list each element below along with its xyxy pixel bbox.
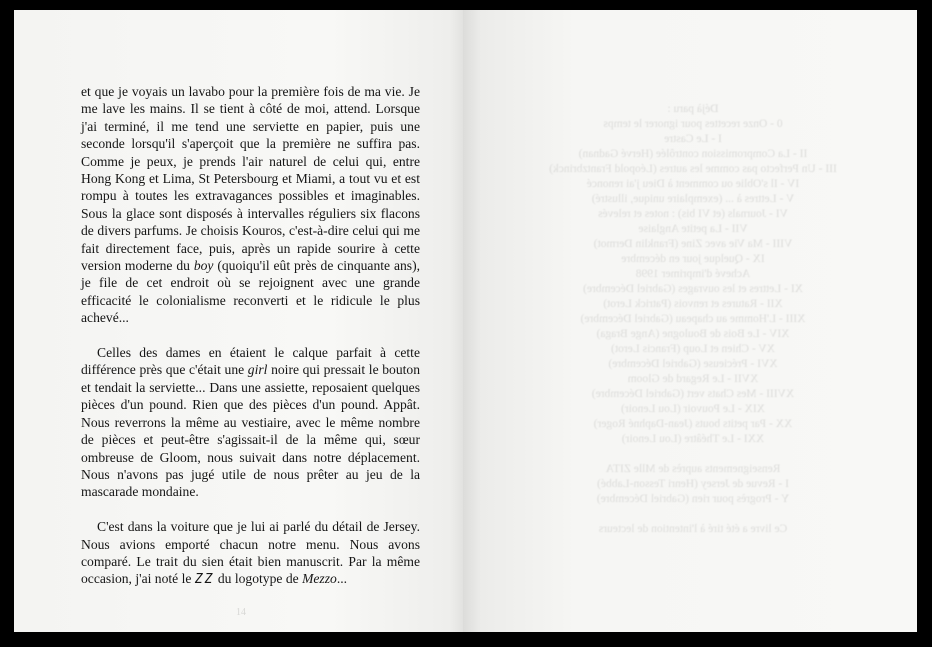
show-through-line xyxy=(523,507,863,522)
show-through-line: Y - Progrès pour rien (Gabriel Décembre) xyxy=(596,493,790,505)
show-through-line: XVIII - Mes Chats vert (Gabriel Décembre) xyxy=(591,388,795,400)
show-through-line: XVII - Le Regard de Gloom xyxy=(627,373,759,385)
show-through-line: XX - Par petits bouts (Jean-Daphné Roger) xyxy=(593,418,793,430)
paragraph xyxy=(81,83,420,327)
text-run: du logotype de xyxy=(214,571,303,587)
show-through-line: II - La Compromission contrôlée (Hervé Gadnan) xyxy=(578,148,808,160)
show-through-text xyxy=(523,102,863,537)
body-text xyxy=(81,83,420,589)
text-run: Celles des dames en étaient le calque parfait à cette différence près que c'était une xyxy=(81,345,420,378)
show-through-line: Déjà paru : xyxy=(667,103,719,115)
text-run: noire qui pressait le bouton et tendait la serviette... Dans une assiette, reposaient quelques pièces d'un pound. Rien que des pièces d'un pound. Appât. Nous reverrons la même au vestiaire, avec le même nombre de pièces et peut-être s'agissait-il de la même qui, sœur ombreuse de Gloom, nous suivait dans notre déplacement. Nous n'avons pas jugé utile de nous prêter au jeu de la mascarade mondaine. xyxy=(81,362,420,500)
show-through-line: XI - Lettres et les ouvrages (Gabriel Décembre) xyxy=(583,283,803,295)
italic-text: boy xyxy=(193,258,214,274)
show-through-line: I - Revue de Jersey (Henri Tesson-Labbé) xyxy=(597,478,789,490)
show-through-line: IV - Il s'Oblie ou comment à Dieu j'ai renoncé xyxy=(586,178,800,190)
right-page xyxy=(463,10,917,632)
handwritten-text: ZZ xyxy=(194,572,215,588)
show-through-line: Achevé d'imprimer 1998 xyxy=(635,268,751,280)
show-through-line xyxy=(523,447,863,462)
show-through-line: VII - La petite Anglaise xyxy=(638,223,748,235)
show-through-line: Ce livre a été tiré à l'intention de lecteurs xyxy=(598,523,788,535)
text-run: (quoiqu'il eût près de cinquante ans), je file de cet endroit où se rejoignent avec une grande efficacité le colonialisme reconverti et le ridicule le plus achevé... xyxy=(81,258,420,326)
show-through-line: III - Un Perfecto pas comme les autres (Léopold Frantzbrinck) xyxy=(549,163,837,175)
show-through-line: XIV - Le Bois de Boulogne (Ange Braga) xyxy=(596,328,790,340)
page-number: 14 xyxy=(236,607,246,618)
show-through-line: XIX - Le Pouvoir (Lou Lenoir) xyxy=(620,403,766,415)
text-run: et que je voyais un lavabo pour la première fois de ma vie. Je me lave les mains. Il se tient à côté de moi, attend. Lorsque j'ai terminé, il me tend une serviette en papier, puis une seconde lorsqu'il s'aperçoit que la première ne suffira pas. Comme je peux, je prends l'air naturel de celui qui, entre Hong Kong et Lima, St Petersbourg et Miami, a tout vu et est rompu à toutes les extravagances possibles et imaginables. Sous la glace sont disposés à intervalles réguliers six flacons de divers parfums. Je choisis Kouros, c'est-à-dire celui qui me fait directement face, puis, après un rapide sourire à cette version moderne du xyxy=(81,84,420,274)
show-through-line: XVI - Précieuse (Gabriel Décembre) xyxy=(608,358,778,370)
show-through-line: IX - Quelque jour en décembre xyxy=(621,253,765,265)
show-through-line: XIII - L'Homme au chapeau (Gabriel Décembre) xyxy=(580,313,806,325)
show-through-line: XV - Chien et Loup (Francis Lerot) xyxy=(611,343,775,355)
show-through-line: Renseignements auprès de Mlle ZITA xyxy=(605,463,781,475)
paragraph xyxy=(81,518,420,589)
show-through-line: XXI - Le Théâtre (Lou Lenoir) xyxy=(621,433,765,445)
italic-text: Mezzo xyxy=(302,571,337,587)
text-run: C'est dans la voiture que je lui ai parlé du détail de Jersey. Nous avions emporté chacun notre menu. Nous avons comparé. Le trait du sien était bien manuscrit. Par la même occasion, j'ai noté le xyxy=(81,519,420,587)
show-through-line: V - Lettres à ... (exemplaire unique, illustré) xyxy=(591,193,795,205)
left-page xyxy=(14,10,463,632)
paragraph xyxy=(81,344,420,501)
show-through-line: VI - Journals (et VI bis) : notes et relevés xyxy=(598,208,788,220)
show-through-line: XII - Ratures et renvois (Patrick Lerot) xyxy=(603,298,783,310)
show-through-line: 0 - Onze recettes pour ignorer le temps xyxy=(603,118,783,130)
show-through-line: I - Le Castre xyxy=(664,133,722,145)
italic-text: girl xyxy=(247,362,268,378)
text-run: ... xyxy=(336,571,348,587)
show-through-line: VIII - Ma Vie avec Zine (Franklin Dermot) xyxy=(593,238,793,250)
